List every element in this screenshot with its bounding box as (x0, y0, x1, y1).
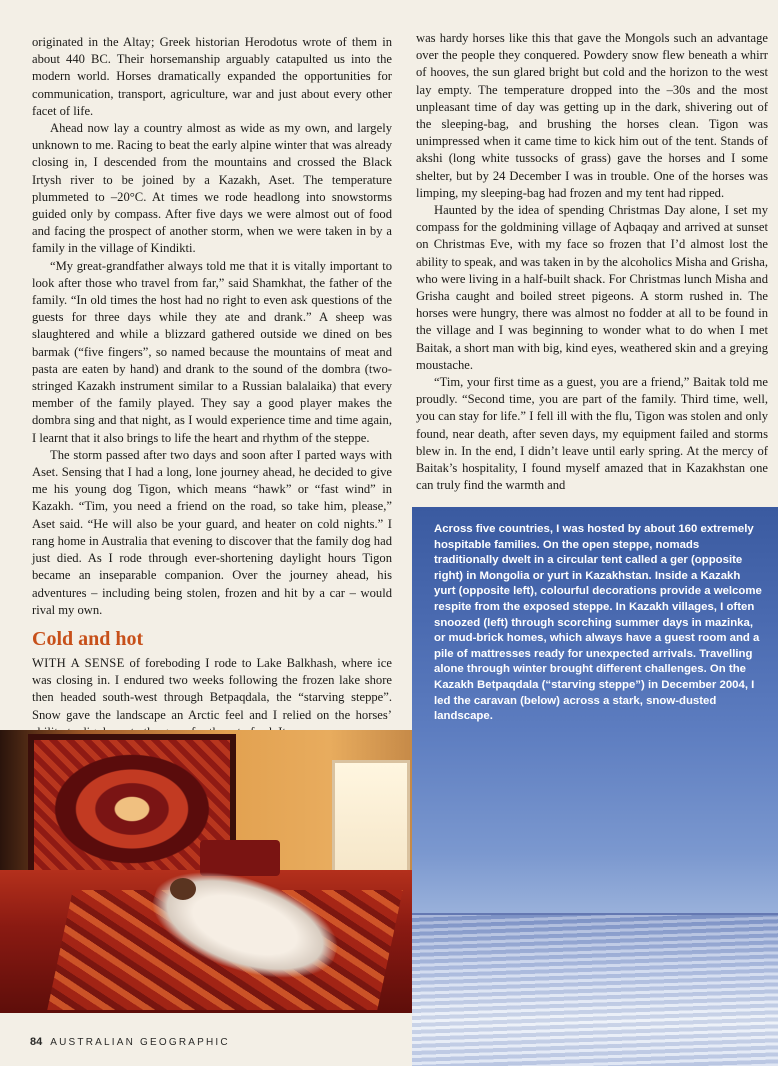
interior-photo (0, 730, 412, 1013)
steppe-photo (412, 507, 778, 1066)
paragraph: originated in the Altay; Greek historian Herodotus wrote of them in about 440 BC. Their horsemanship arguably catapulted us into the modern world. Horses dramatically expanded the opportunities for communication, transport, agriculture, war and just about every other facet of life. (32, 35, 392, 118)
article-column-right (416, 30, 768, 494)
section-heading: Cold and hot (32, 627, 144, 650)
paragraph: was hardy horses like this that gave the Mongols such an advantage over the people they conquered. Powdery snow flew beneath a whirr of hooves, the sun glared bright but cold and the horizon to the west lay empty. The temperature dropped into the –30s and the most unpleasant time of day was getting up in the dark, shivering out of the sleeping-bag, and brushing the horses clean. Tigon was unimpressed when it came time to kick him out of the tent. Stands of akshi (long white tussocks of grass) gave the horses and I some shelter, but by 24 December I was in trouble. One of the horses was limping, my sleeping-bag had frozen and my tent had ripped. (416, 31, 768, 200)
snow-landscape (412, 915, 778, 1066)
lead-in: WITH A SENSE (32, 655, 125, 670)
paragraph-text: of foreboding I rode to Lake Balkhash, where ice was closing in. I endured two weeks following the frozen lake shore then headed south-west through Betpaqdala, the “starving steppe”. Snow gave the landscape an Arctic feel and I relied on the horses’ (32, 655, 392, 722)
sleeper-head (170, 878, 196, 900)
publication-name: AUSTRALIAN GEOGRAPHIC (50, 1037, 230, 1048)
page-number: 84 (30, 1036, 43, 1048)
paragraph: The storm passed after two days and soon after I parted ways with Aset. Sensing that I had a long, lone journey ahead, he decided to give me his young dog Tigon, which means “hawk” or “fast wind” in Kazakh. “Tim, you need a friend on the road, so take him, please,” Aset said. “He will also be your guard, and heater on cold nights.” I rang home in Australia that evening to discover that the family dog had just died. As I rode through ever-shortening daylight hours Tigon became an inseparable companion. Over the journey ahead, his adventures – including being stolen, frozen and hit by a car – would rival my own. (32, 447, 392, 617)
paragraph: Ahead now lay a country almost as wide as my own, and largely unknown to me. Racing to beat the early alpine winter that was already closing in, I descended from the mountains and crossed the Black Irtysh river to be joined by a Kazakh, Aset. The temperature plummeted to –20°C. At times we rode headlong into snowstorms guided only by compass. After five days we were almost out of food and facing the prospect of another storm, when we were taken in by a family in the village of Kindikti. (32, 121, 392, 256)
paragraph: “Tim, your first time as a guest, you are a friend,” Baitak told me proudly. “Second time, you are part of the family. Third time, well, you can stay for life.” I fell ill with the flu, Tigon was stolen and only found, near death, after seven days, my equipment failed and storms blew in. In the end, I didn’t leave until early spring. At the mercy of Baitak’s hospitality, I found myself amazed that in Kazakhstan one can truly find the warmth and (416, 375, 768, 493)
article-column-left (32, 34, 392, 741)
page-footer (30, 1036, 230, 1048)
photo-caption: Across five countries, I was hosted by about 160 extremely hospitable families. On the open steppe, nomads traditionally dwelt in a circular tent called a ger (opposite right) in Mongolia or yurt in Kazakhstan. Inside a Kazakh yurt (opposite left), colourful decorations provide a welcome respite from the exposed steppe. In Kazakh villages, I often snoozed (left) through scorching summer days in mazinka, or mud-brick homes, which always have a guest room and a pile of mattresses ready for unexpected arrivals. Travelling alone through winter brought different challenges. On the Kazakh Betpaqdala (“starving steppe”) in December 2004, I led the caravan (below) across a stark, snow-dusted landscape. (434, 523, 762, 723)
paragraph (32, 655, 392, 741)
paragraph: “My great-grandfather always told me that it is vitally important to look after those who travel from far,” said Shamkhat, the father of the family. “In old times the host had no right to even ask questions of the guests for three days while they ate and drank.” A sheep was slaughtered and while a blizzard gathered outside we dined on bes barmak (“five fingers”, so named because the mountains of meat and pasta are eaten by hand) and drank to the sound of the dombra (two-stringed Kazakh instrument similar to a Russian balalaika) that every member of the family played. They say a good player makes the dombra sing and that night, as I would experience time and time again, I learnt that it also brings to life the heart and rhythm of the steppe. (32, 258, 392, 445)
paragraph: Haunted by the idea of spending Christmas Day alone, I set my compass for the goldmining village of Aqbaqay and arrived at sunset on Christmas Eve, with my face so frozen that I’d almost lost the ability to speak, and was taken in by the alcoholics Misha and Grisha, who were living in a half-built shack. For Christmas lunch Misha and Grisha caught and boiled street pigeons. A storm rushed in. The horses were hungry, there was almost no fodder at all to be found in the village and I was beginning to wonder what to do when I met Baitak, a short man with big, kind eyes, weathered skin and a greying moustache. (416, 203, 768, 372)
